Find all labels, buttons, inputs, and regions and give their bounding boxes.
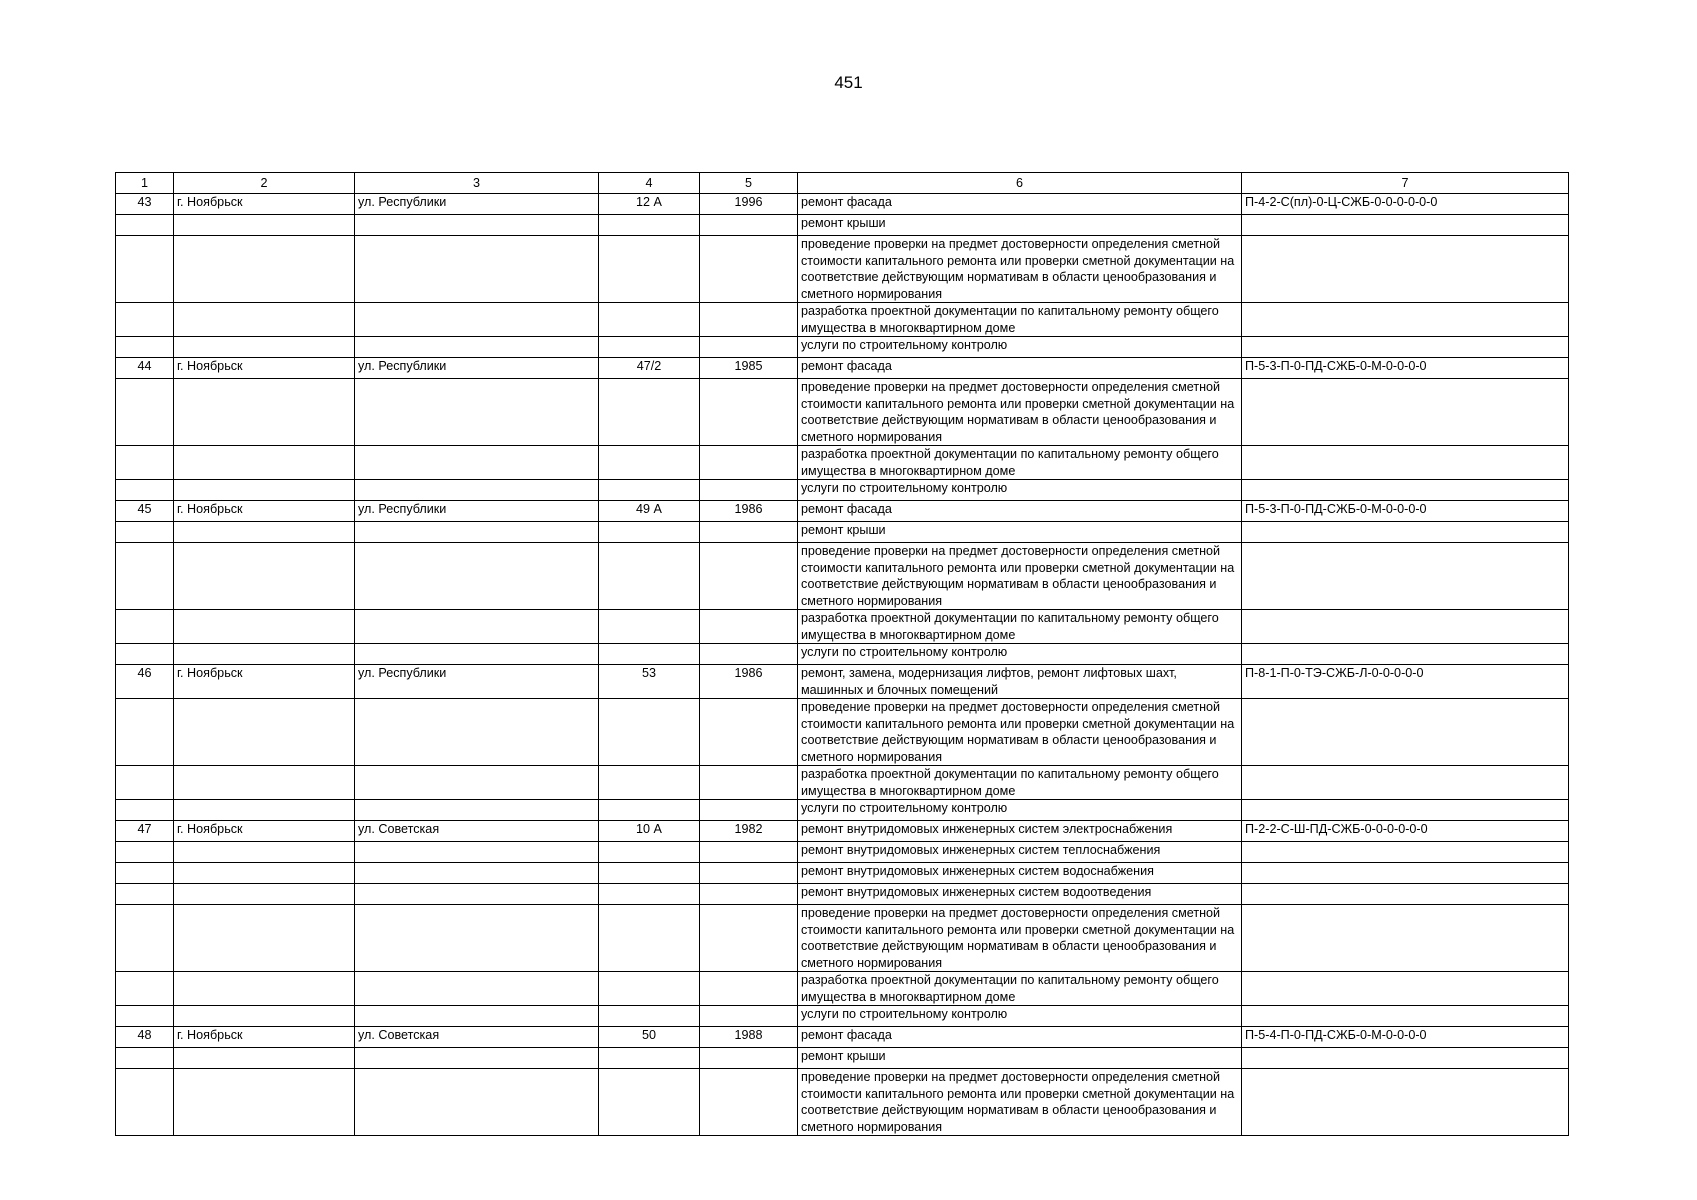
city-cell (174, 215, 355, 236)
city-cell (174, 972, 355, 1006)
house-cell (599, 1069, 700, 1136)
works-table (115, 172, 1569, 1136)
work-type-cell: проведение проверки на предмет достоверности определения сметной стоимости капитального ремонта или проверки сметной документации на соответствие действующим нормативам в области ценообразования и сметного нормирования (798, 1069, 1242, 1136)
city-cell (174, 1006, 355, 1027)
street-cell (355, 905, 599, 972)
street-cell (355, 522, 599, 543)
work-type-cell: ремонт внутридомовых инженерных систем электроснабжения (798, 821, 1242, 842)
column-header: 2 (174, 173, 355, 194)
building-code-cell (1242, 884, 1569, 905)
building-code-cell (1242, 644, 1569, 665)
work-type-cell: разработка проектной документации по капитальному ремонту общего имущества в многоквартирном доме (798, 446, 1242, 480)
work-type-cell: ремонт крыши (798, 215, 1242, 236)
table-body (116, 194, 1569, 1136)
house-cell (599, 800, 700, 821)
row-number-cell (116, 766, 174, 800)
street-cell (355, 215, 599, 236)
table-row (116, 303, 1569, 337)
building-code-cell: П-4-2-С(пл)-0-Ц-СЖБ-0-0-0-0-0-0 (1242, 194, 1569, 215)
row-number-cell (116, 1048, 174, 1069)
year-cell (700, 215, 798, 236)
street-cell (355, 1048, 599, 1069)
building-code-cell (1242, 379, 1569, 446)
year-cell: 1985 (700, 358, 798, 379)
street-cell: ул. Республики (355, 194, 599, 215)
row-number-cell (116, 379, 174, 446)
work-type-cell: проведение проверки на предмет достоверности определения сметной стоимости капитального ремонта или проверки сметной документации на соответствие действующим нормативам в области ценообразования и сметного нормирования (798, 379, 1242, 446)
table-row (116, 337, 1569, 358)
city-cell (174, 610, 355, 644)
work-type-cell: услуги по строительному контролю (798, 644, 1242, 665)
table-row (116, 480, 1569, 501)
year-cell (700, 236, 798, 303)
house-cell (599, 379, 700, 446)
header-row (116, 173, 1569, 194)
street-cell (355, 699, 599, 766)
house-cell (599, 699, 700, 766)
row-number-cell (116, 800, 174, 821)
house-cell: 50 (599, 1027, 700, 1048)
house-cell (599, 863, 700, 884)
work-type-cell: ремонт крыши (798, 522, 1242, 543)
street-cell (355, 800, 599, 821)
street-cell (355, 303, 599, 337)
street-cell (355, 884, 599, 905)
building-code-cell (1242, 446, 1569, 480)
year-cell (700, 543, 798, 610)
row-number-cell (116, 972, 174, 1006)
page-number: 451 (834, 73, 863, 92)
building-code-cell: П-8-1-П-0-ТЭ-СЖБ-Л-0-0-0-0-0 (1242, 665, 1569, 699)
year-cell (700, 800, 798, 821)
building-code-cell (1242, 1069, 1569, 1136)
row-number-cell (116, 236, 174, 303)
table-row (116, 699, 1569, 766)
house-cell: 53 (599, 665, 700, 699)
city-cell (174, 644, 355, 665)
building-code-cell (1242, 610, 1569, 644)
city-cell (174, 884, 355, 905)
street-cell (355, 766, 599, 800)
work-type-cell: проведение проверки на предмет достоверности определения сметной стоимости капитального ремонта или проверки сметной документации на соответствие действующим нормативам в области ценообразования и сметного нормирования (798, 699, 1242, 766)
street-cell (355, 1006, 599, 1027)
house-cell (599, 905, 700, 972)
street-cell (355, 446, 599, 480)
table-row (116, 821, 1569, 842)
year-cell (700, 905, 798, 972)
house-cell (599, 236, 700, 303)
city-cell (174, 766, 355, 800)
year-cell (700, 522, 798, 543)
city-cell (174, 1069, 355, 1136)
work-type-cell: ремонт внутридомовых инженерных систем водоснабжения (798, 863, 1242, 884)
row-number-cell: 44 (116, 358, 174, 379)
city-cell (174, 446, 355, 480)
row-number-cell (116, 842, 174, 863)
work-type-cell: проведение проверки на предмет достоверности определения сметной стоимости капитального ремонта или проверки сметной документации на соответствие действующим нормативам в области ценообразования и сметного нормирования (798, 905, 1242, 972)
house-cell (599, 303, 700, 337)
table-row (116, 863, 1569, 884)
building-code-cell (1242, 1006, 1569, 1027)
row-number-cell (116, 699, 174, 766)
table-row (116, 665, 1569, 699)
year-cell (700, 972, 798, 1006)
street-cell (355, 337, 599, 358)
city-cell (174, 379, 355, 446)
year-cell (700, 303, 798, 337)
work-type-cell: ремонт крыши (798, 1048, 1242, 1069)
work-type-cell: разработка проектной документации по капитальному ремонту общего имущества в многоквартирном доме (798, 972, 1242, 1006)
building-code-cell (1242, 863, 1569, 884)
column-header: 6 (798, 173, 1242, 194)
city-cell: г. Ноябрьск (174, 665, 355, 699)
building-code-cell (1242, 699, 1569, 766)
house-cell: 12 А (599, 194, 700, 215)
table-row (116, 446, 1569, 480)
city-cell (174, 303, 355, 337)
row-number-cell: 43 (116, 194, 174, 215)
work-type-cell: ремонт фасада (798, 358, 1242, 379)
table-row (116, 1027, 1569, 1048)
row-number-cell (116, 337, 174, 358)
building-code-cell (1242, 337, 1569, 358)
building-code-cell (1242, 1048, 1569, 1069)
building-code-cell (1242, 842, 1569, 863)
table-row (116, 1048, 1569, 1069)
table-row (116, 1006, 1569, 1027)
building-code-cell (1242, 972, 1569, 1006)
year-cell (700, 1069, 798, 1136)
house-cell (599, 842, 700, 863)
building-code-cell (1242, 905, 1569, 972)
street-cell: ул. Советская (355, 821, 599, 842)
table-row (116, 610, 1569, 644)
city-cell (174, 337, 355, 358)
house-cell: 47/2 (599, 358, 700, 379)
row-number-cell (116, 303, 174, 337)
building-code-cell (1242, 236, 1569, 303)
row-number-cell (116, 480, 174, 501)
house-cell (599, 1006, 700, 1027)
street-cell (355, 863, 599, 884)
building-code-cell (1242, 215, 1569, 236)
house-cell (599, 337, 700, 358)
table-row (116, 236, 1569, 303)
work-type-cell: услуги по строительному контролю (798, 1006, 1242, 1027)
year-cell (700, 337, 798, 358)
street-cell (355, 543, 599, 610)
year-cell (700, 610, 798, 644)
work-type-cell: разработка проектной документации по капитальному ремонту общего имущества в многоквартирном доме (798, 303, 1242, 337)
work-type-cell: ремонт внутридомовых инженерных систем водоотведения (798, 884, 1242, 905)
city-cell: г. Ноябрьск (174, 501, 355, 522)
table-row (116, 972, 1569, 1006)
house-cell (599, 522, 700, 543)
work-type-cell: ремонт фасада (798, 194, 1242, 215)
year-cell (700, 842, 798, 863)
year-cell (700, 884, 798, 905)
table-row (116, 522, 1569, 543)
table-row (116, 1069, 1569, 1136)
street-cell (355, 842, 599, 863)
year-cell (700, 863, 798, 884)
building-code-cell (1242, 766, 1569, 800)
year-cell (700, 766, 798, 800)
work-type-cell: разработка проектной документации по капитальному ремонту общего имущества в многоквартирном доме (798, 610, 1242, 644)
city-cell (174, 863, 355, 884)
street-cell: ул. Советская (355, 1027, 599, 1048)
street-cell (355, 972, 599, 1006)
work-type-cell: ремонт, замена, модернизация лифтов, ремонт лифтовых шахт, машинных и блочных помещений (798, 665, 1242, 699)
street-cell: ул. Республики (355, 501, 599, 522)
row-number-cell (116, 1069, 174, 1136)
table-row (116, 905, 1569, 972)
row-number-cell (116, 863, 174, 884)
building-code-cell (1242, 800, 1569, 821)
city-cell: г. Ноябрьск (174, 358, 355, 379)
house-cell (599, 446, 700, 480)
row-number-cell (116, 884, 174, 905)
city-cell (174, 236, 355, 303)
street-cell (355, 480, 599, 501)
house-cell (599, 1048, 700, 1069)
city-cell (174, 543, 355, 610)
house-cell (599, 215, 700, 236)
street-cell (355, 1069, 599, 1136)
work-type-cell: услуги по строительному контролю (798, 480, 1242, 501)
row-number-cell: 48 (116, 1027, 174, 1048)
row-number-cell: 47 (116, 821, 174, 842)
work-type-cell: ремонт внутридомовых инженерных систем теплоснабжения (798, 842, 1242, 863)
work-type-cell: ремонт фасада (798, 501, 1242, 522)
house-cell: 49 А (599, 501, 700, 522)
table-row (116, 766, 1569, 800)
table-row (116, 501, 1569, 522)
table-row (116, 800, 1569, 821)
year-cell: 1986 (700, 501, 798, 522)
building-code-cell: П-5-3-П-0-ПД-СЖБ-0-М-0-0-0-0 (1242, 358, 1569, 379)
house-cell (599, 480, 700, 501)
table-row (116, 379, 1569, 446)
building-code-cell (1242, 522, 1569, 543)
city-cell (174, 905, 355, 972)
table-row (116, 842, 1569, 863)
city-cell (174, 800, 355, 821)
column-header: 4 (599, 173, 700, 194)
house-cell (599, 972, 700, 1006)
year-cell: 1986 (700, 665, 798, 699)
column-header: 3 (355, 173, 599, 194)
column-header: 1 (116, 173, 174, 194)
row-number-cell: 45 (116, 501, 174, 522)
city-cell (174, 1048, 355, 1069)
house-cell (599, 543, 700, 610)
building-code-cell (1242, 543, 1569, 610)
work-type-cell: ремонт фасада (798, 1027, 1242, 1048)
building-code-cell: П-2-2-С-Ш-ПД-СЖБ-0-0-0-0-0-0 (1242, 821, 1569, 842)
house-cell (599, 644, 700, 665)
row-number-cell (116, 522, 174, 543)
street-cell: ул. Республики (355, 665, 599, 699)
city-cell (174, 842, 355, 863)
building-code-cell: П-5-3-П-0-ПД-СЖБ-0-М-0-0-0-0 (1242, 501, 1569, 522)
street-cell: ул. Республики (355, 358, 599, 379)
row-number-cell (116, 543, 174, 610)
building-code-cell (1242, 303, 1569, 337)
house-cell: 10 А (599, 821, 700, 842)
house-cell (599, 610, 700, 644)
row-number-cell (116, 1006, 174, 1027)
street-cell (355, 644, 599, 665)
table-row (116, 543, 1569, 610)
house-cell (599, 766, 700, 800)
street-cell (355, 610, 599, 644)
table-row (116, 194, 1569, 215)
city-cell: г. Ноябрьск (174, 194, 355, 215)
street-cell (355, 236, 599, 303)
house-cell (599, 884, 700, 905)
street-cell (355, 379, 599, 446)
column-header: 5 (700, 173, 798, 194)
column-header: 7 (1242, 173, 1569, 194)
row-number-cell: 46 (116, 665, 174, 699)
building-code-cell (1242, 480, 1569, 501)
table-row (116, 358, 1569, 379)
year-cell (700, 644, 798, 665)
year-cell (700, 699, 798, 766)
work-type-cell: проведение проверки на предмет достоверности определения сметной стоимости капитального ремонта или проверки сметной документации на соответствие действующим нормативам в области ценообразования и сметного нормирования (798, 543, 1242, 610)
work-type-cell: услуги по строительному контролю (798, 800, 1242, 821)
work-type-cell: разработка проектной документации по капитальному ремонту общего имущества в многоквартирном доме (798, 766, 1242, 800)
table-row (116, 884, 1569, 905)
city-cell (174, 699, 355, 766)
row-number-cell (116, 610, 174, 644)
work-type-cell: проведение проверки на предмет достоверности определения сметной стоимости капитального ремонта или проверки сметной документации на соответствие действующим нормативам в области ценообразования и сметного нормирования (798, 236, 1242, 303)
row-number-cell (116, 644, 174, 665)
year-cell (700, 1048, 798, 1069)
year-cell: 1996 (700, 194, 798, 215)
year-cell (700, 379, 798, 446)
year-cell (700, 446, 798, 480)
row-number-cell (116, 446, 174, 480)
city-cell: г. Ноябрьск (174, 821, 355, 842)
city-cell: г. Ноябрьск (174, 1027, 355, 1048)
table-row (116, 644, 1569, 665)
work-type-cell: услуги по строительному контролю (798, 337, 1242, 358)
year-cell: 1988 (700, 1027, 798, 1048)
year-cell (700, 480, 798, 501)
table-row (116, 215, 1569, 236)
city-cell (174, 480, 355, 501)
year-cell (700, 1006, 798, 1027)
year-cell: 1982 (700, 821, 798, 842)
city-cell (174, 522, 355, 543)
row-number-cell (116, 905, 174, 972)
building-code-cell: П-5-4-П-0-ПД-СЖБ-0-М-0-0-0-0 (1242, 1027, 1569, 1048)
row-number-cell (116, 215, 174, 236)
